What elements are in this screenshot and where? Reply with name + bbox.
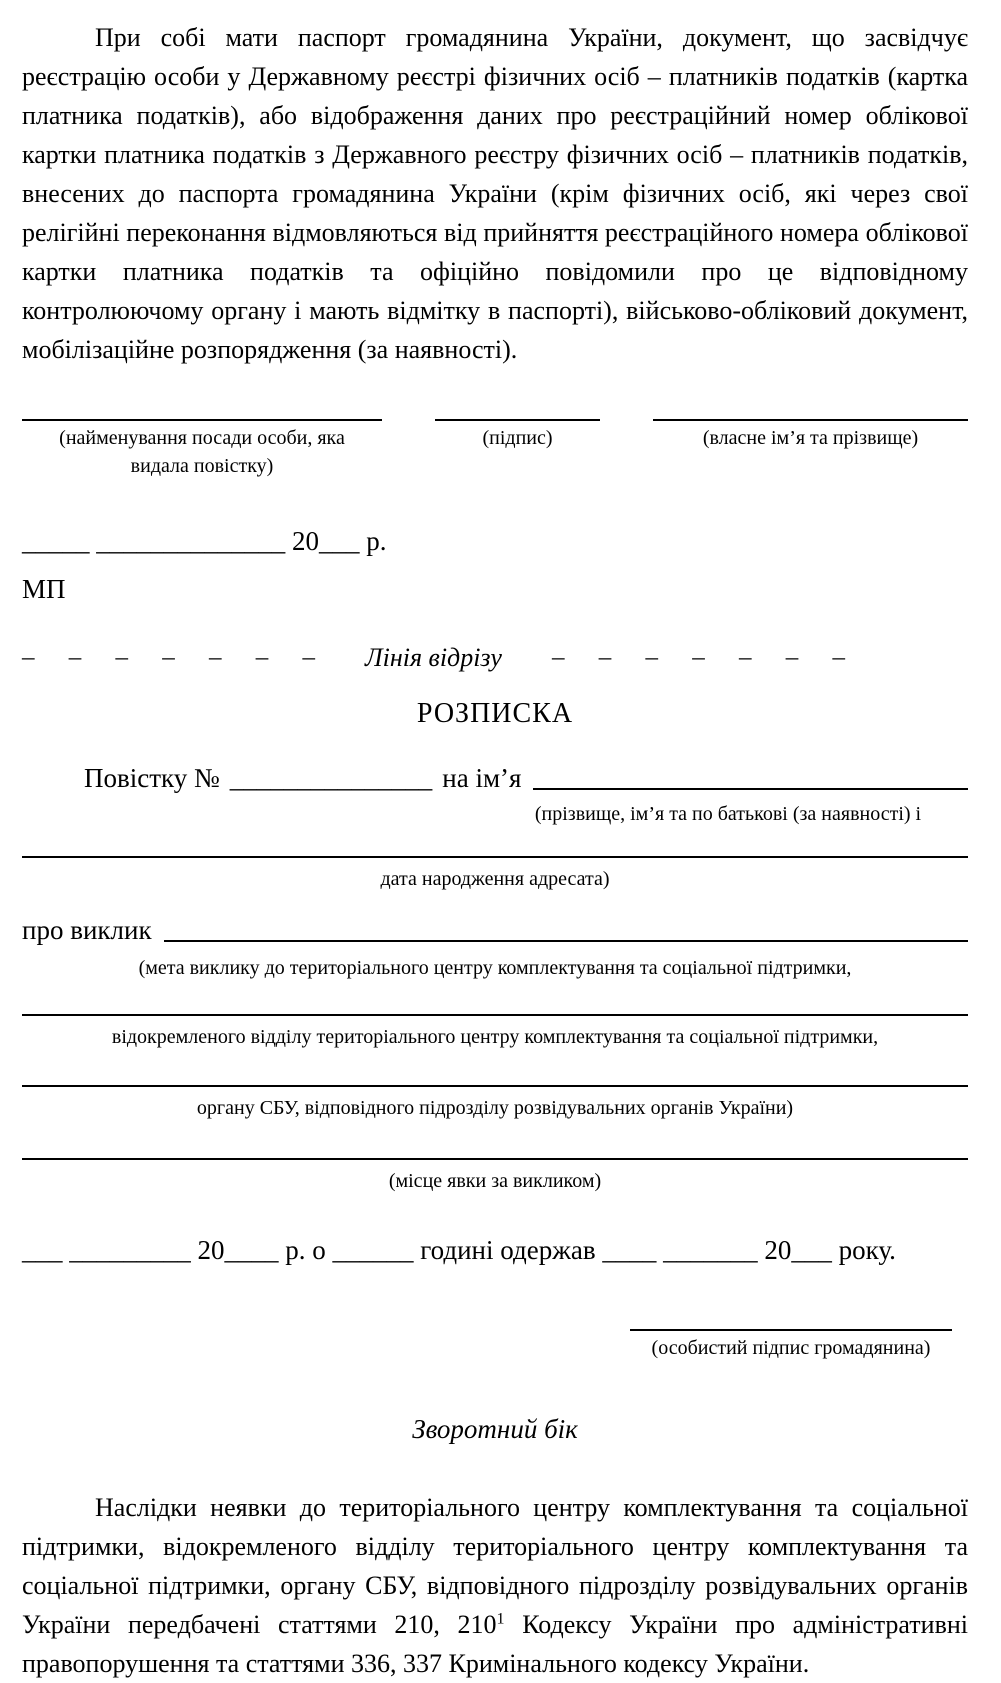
issue-date-blank-line: _____ ______________ 20___ р.: [22, 526, 387, 556]
addressee-name-prefix: на ім’я: [442, 763, 522, 793]
summons-number-prefix: Повістку №: [84, 763, 220, 793]
summon-purpose-caption-line1: (мета виклику до територіального центру комплектування та соціальної підтримки,: [138, 957, 852, 979]
back-side-title: Зворотний бік: [412, 1414, 578, 1444]
article-superscript: 1: [496, 1610, 505, 1628]
purpose-continuation-blank-line-2: [22, 1085, 968, 1087]
issuer-name-blank-line: [653, 419, 968, 421]
addressee-name-blank-line: [533, 788, 968, 790]
summon-purpose-caption-line2: відокремленого відділу територіального центру комплектування та соціальної підтримки,: [111, 1026, 879, 1048]
issuer-sign-caption: (підпис): [482, 427, 553, 449]
purpose-continuation-blank-line-1: [22, 1014, 968, 1016]
cut-line-dashes-right: – – – – – – –: [551, 644, 845, 671]
issuer-position-caption-line2: видала повістку): [130, 455, 274, 477]
cut-line-dashes-left: – – – – – – –: [22, 644, 315, 671]
issuer-name-column: [653, 419, 968, 452]
personal-signature-blank-line: [630, 1329, 952, 1331]
summon-purpose-blank-line: [164, 940, 968, 942]
summon-purpose-line: [22, 913, 968, 947]
issuer-position-caption: [22, 424, 382, 480]
received-date-time-line: ___ _________ 20____ р. о ______ годині одержав ____ _______ 20___ року.: [22, 1235, 896, 1265]
summons-number-blank: _______________: [229, 763, 433, 793]
issuer-position-blank-line: [22, 419, 382, 421]
summons-number-name-line: [22, 761, 968, 795]
addressee-name-caption-line2: дата народження адресата): [380, 868, 610, 890]
issuer-name-caption: (власне ім’я та прізвище): [702, 427, 919, 449]
summon-purpose-caption-line3: органу СБУ, відповідного підрозділу розвідувальних органів України): [196, 1097, 794, 1119]
consequences-paragraph: [22, 1488, 968, 1683]
receipt-title: РОЗПИСКА: [416, 698, 574, 729]
consequences-text-before-sup: Наслідки неявки до територіального центру комплектування та соціальної підтримки, відокремленого відділу територіального центру комплектування та соціальної підтримки, органу СБУ, відповідного підрозділу розвідувальних органів України передбачені статтями 210, 210: [22, 1493, 968, 1639]
addressee-birthdate-blank-line: [22, 856, 968, 858]
stamp-mark: МП: [22, 574, 66, 604]
issuer-position-column: [22, 419, 382, 480]
personal-signature-caption: (особистий підпис громадянина): [651, 1337, 931, 1359]
venue-blank-line: [22, 1158, 968, 1160]
issuer-signature-block: [22, 419, 968, 480]
issuer-sign-blank-line: [435, 419, 600, 421]
issuer-sign-column: [435, 419, 600, 452]
personal-signature-block: [630, 1329, 952, 1362]
addressee-name-caption-line1: (прізвище, ім’я та по батькові (за наявності) і: [534, 803, 922, 825]
consequences-text-after-sup: Кодексу України про адміністративні правопорушення та статтями 336, 337 Кримінального кодексу України.: [22, 1610, 968, 1678]
cut-line-label: Лінія відрізу: [365, 643, 502, 672]
venue-caption: (місце явки за викликом): [388, 1170, 602, 1192]
issuer-position-caption-line1: (найменування посади особи, яка: [59, 427, 345, 449]
cut-line: [22, 643, 968, 673]
instructions-paragraph: При собі мати паспорт громадянина України, документ, що засвідчує реєстрацію особи у Державному реєстрі фізичних осіб – платників податків (картка платника податків), або відображення даних про реєстраційний номер облікової картки платника податків з Державного реєстру фізичних осіб – платників податків, внесених до паспорта громадянина України (крім фізичних осіб, які через свої релігійні переконання відмовляються від прийняття реєстраційного номера облікової картки платника податків та офіційно повідомили про це відповідному контролюючому органу і мають відмітку в паспорті), військово-обліковий документ, мобілізаційне розпорядження (за наявності).: [22, 23, 968, 364]
summon-purpose-prefix: про виклик: [22, 915, 152, 945]
